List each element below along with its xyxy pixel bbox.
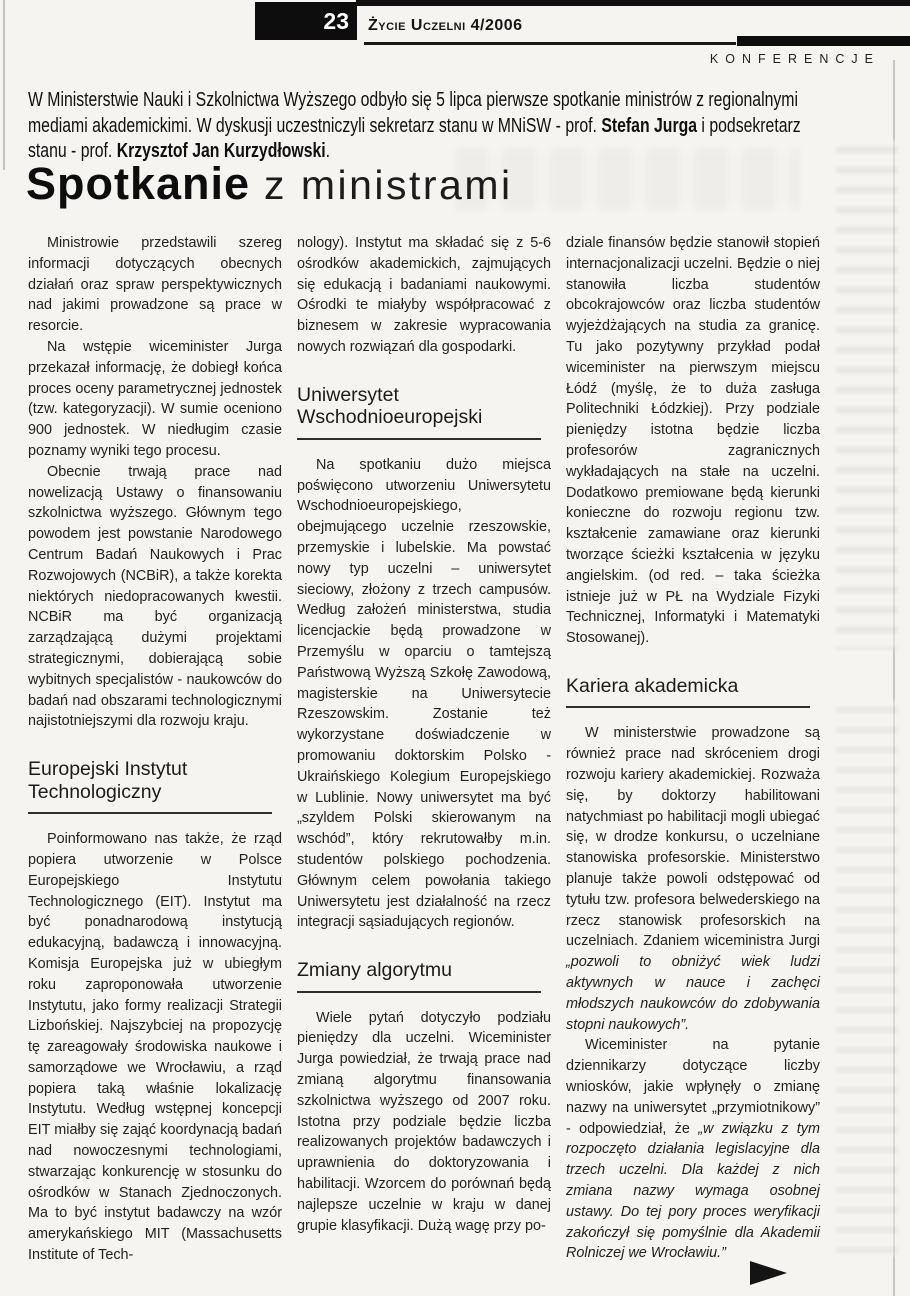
page-number-bar	[255, 2, 357, 40]
scan-left-edge-artifact	[3, 0, 5, 170]
intro-text: i podsekretarz stanu - prof.	[28, 114, 801, 162]
article-paragraph: Poinformowano nas także, że rząd popiera utworzenie w Polsce Europejskiego Instytutu Technologicznego (EIT). Instytut ma być ponadnarodową instytucją edukacyjną, badawczą i innowacyjną. Komisja Europejska już w ubiegłym roku zaproponowała utworzenie Instytutu, jako formy realizacji Strategii Lizbońskiej. Najszybciej na propozycję tę zareagowały środowiska naukowe i samorządowe we Wrocławiu, a rząd popiera taką właśnie lokalizację Instytutu. Według wstępnej koncepcji EIT miałby się zająć koordynacją badań nad nowoczesnymi technologiami, stwarzając konkurencję w stosunku do ośrodków w Stanach Zjednoczonych. Ma to być instytut badawczy na wzór amerykańskiego MIT (Massachusetts Institute of Tech-	[28, 831, 282, 1264]
article-paragraph: nology). Instytut ma składać się z 5-6 ośrodków akademickich, zajmujących się edukacją i badaniami naukowymi. Ośrodki te miałyby współpracować z biznesem w zakresie wypracowania nowych rozwiązań dla gospodarki.	[297, 235, 551, 355]
intro-text: W Ministerstwie Nauki i Szkolnictwa Wyższego odbyło się 5 lipca pierwsze spotkanie ministrów z regionalnymi mediami akademickimi. W dyskusji uczestniczyli sekretarz stanu w MNiSW - prof.	[28, 89, 798, 137]
article-paragraph: Na wstępie wiceminister Jurga przekazał informację, że dobiegł końca proces oceny parametrycznej jednostek (tzw. kategoryzacji). W sumie oceniono 900 jednostek. W niedługim czasie poznamy wyniki tego procesu.	[28, 338, 282, 459]
article-paragraph: Na spotkaniu dużo miejsca poświęcono utworzeniu Uniwersytetu Wschodnioeuropejskiego, obejmującego uczelnie rzeszowskie, przemyskie i lubelskie. Ma powstać nowy typ uczelni – uniwersytet sieciowy, złożony z trzech campusów. Według założeń ministerstwa, studia licencjackie będą prowadzone w Przemyślu w oparciu o tamtejszą Państwową Wyższą Szkołę Zawodową, magisterskie na Uniwersytecie Rzeszowskim. Zostanie też wykorzystane doświadczenie w promowaniu doktorskim Polsko - Ukraińskiego Kolegium Europejskiego w Lublinie. Nowy uniwersytet ma być „szyldem Polski skierowanym na wschód”, który rekrutowałby m.in. studentów polskiego pochodzenia. Głównym celem powołania takiego Uniwersytetu jest działalność na rzecz integracji sąsiadujących regionów.	[297, 456, 551, 931]
quote-italic: „pozwoli to obniżyć wiek ludzi aktywnych w nauce i zachęci młodszych naukowców do zdobywania stopni naukowych”.	[566, 954, 820, 1033]
intro-name-kurzydlowski: Krzysztof Jan Kurzydłowski	[116, 140, 326, 162]
article-title-regular: z ministrami	[250, 162, 513, 208]
header-top-rule	[356, 0, 910, 6]
quote-italic: „w związku z tym rozpoczęto działania legislacyjne dla trzech uczelni. Dla każdej z nich zmiana nazwy wymaga osobnej ustawy. Do tej pory proces weryfikacji zakończył się pomyślnie dla Akademii Rolniczej we Wrocławiu.”	[566, 1120, 820, 1262]
section-heading-zmiany-algorytmu: Zmiany algorytmu	[297, 959, 541, 993]
masthead-title: Życie Uczelni 4/2006	[368, 17, 523, 34]
article-column-3	[566, 233, 820, 1266]
article-column-2	[297, 233, 551, 1266]
scan-bleed-artifact	[836, 140, 898, 650]
section-heading-kariera: Kariera akademicka	[566, 675, 810, 709]
paragraph-text: W ministerstwie prowadzone są również prace nad skróceniem drogi rozwoju kariery akademickiej. Rozważa się, by doktorzy habilitowani natychmiast po habilitacji mogli ubiegać się, w drodze konkursu, o uczelniane stanowiska profesorskie. Ministerstwo planuje także powoli odstępować od tytułu tzw. profesora belwederskiego na rzecz stanowisk profesorskich na uczelniach. Zdaniem wiceministra Jurgi	[566, 725, 820, 950]
continuation-arrow-icon	[750, 1261, 787, 1285]
section-heading-eit: Europejski Instytut Technologiczny	[28, 758, 272, 814]
section-bar	[737, 36, 910, 46]
section-label: KONFERENCJE	[709, 52, 880, 66]
intro-name-stefan-jurga: Stefan Jurga	[601, 114, 698, 137]
paragraph-text: Wiceminister na pytanie dziennikarzy dotyczące liczby wniosków, jakie wpłynęły o zmianę nazwy na uniwersytet „przymiotnikowy” - odpowiedział, że	[566, 1037, 820, 1137]
article-title	[26, 158, 513, 210]
article-paragraph: dziale finansów będzie stanowił stopień internacjonalizacji uczelni. Będzie o niej stanowiła liczba studentów obcokrajowców oraz liczba studentów wyjeżdżających na studia za granicę. Tu jako pozytywny przykład podał wiceminister na pierwszym miejscu Łódź (myślę, że to duża zasługa Politechniki Łódzkiej). Przy podziale pieniędzy istotna będzie liczba profesorów zagranicznych wykładających na stałe na uczelni. Dodatkowo premiowane będą kierunki konieczne do rozwoju regionu tzw. kształcenie zamawiane oraz kierunki tworzące ścieżki kształcenia w języku angielskim. (od red. – taka ścieżka istnieje już w PŁ na Wydziale Fizyki Technicznej, Informatyki i Matematyki Stosowanej).	[566, 235, 820, 647]
article-column-1	[28, 233, 282, 1266]
article-paragraph: Obecnie trwają prace nad nowelizacją Ustawy o finansowaniu szkolnictwa wyższego. Głównym tego powodem jest powstanie Narodowego Centrum Badań Naukowych i Prac Rozwojowych (NCBiR), a także korekta niektórych niedopracowanych kwestii. NCBiR ma być organizacją zarządzającą dużymi projektami strategicznymi, dobierającą sobie wybitnych specjalistów - naukowców do badań nad obszarami technologicznymi najistotniejszymi dla rozwoju kraju.	[28, 463, 282, 730]
article-paragraph: Ministrowie przedstawili szereg informacji dotyczących obecnych działań oraz spraw perspektywicznych nad jakimi prowadzone są prace w resorcie.	[28, 235, 282, 335]
article-columns	[28, 233, 820, 1266]
article-paragraph	[566, 1035, 820, 1264]
intro-text: .	[325, 140, 331, 162]
section-heading-uniwersytet: Uniwersytet Wschodnioeuropejski	[297, 384, 541, 440]
article-paragraph	[566, 723, 820, 1035]
masthead-rule	[364, 42, 736, 45]
scan-bleed-artifact	[836, 700, 898, 1256]
page-number: 23	[323, 8, 349, 34]
article-paragraph: Wiele pytań dotyczyło podziału pieniędzy dla uczelni. Wiceminister Jurga powiedział, że trwają prace nad zmianą algorytmu finansowania szkolnictwa wyższego od 2007 roku. Istotna przy podziale będzie liczba realizowanych projektów badawczych i uprawnienia do doktoryzowania i habilitacji. Wzorcem do porównań będą najlepsze uczelnie w kraju w danej grupie klasyfikacji. Dużą wagę przy po-	[297, 1009, 551, 1234]
article-title-bold: Spotkanie	[26, 158, 251, 209]
